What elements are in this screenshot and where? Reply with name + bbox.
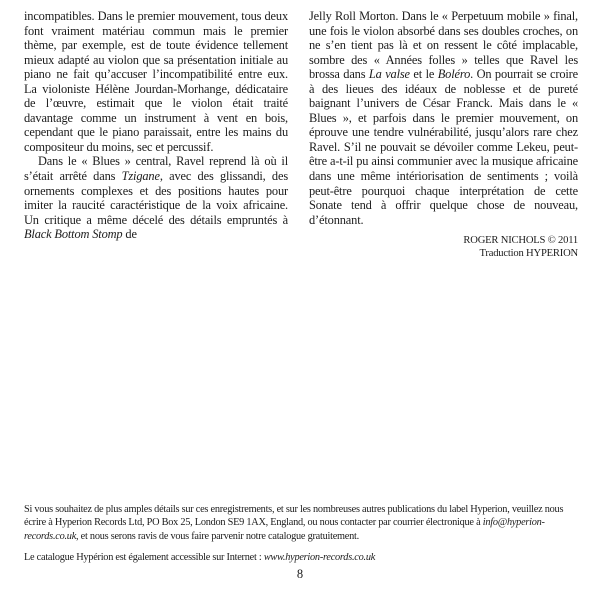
signature (309, 235, 578, 260)
text: Si vous souhaitez de plus amples détails sur ces enregistrements, et sur les nombreuses autres publications du label Hyperion, veuillez nous écrire à Hyperion Records Ltd, PO Box 25, London SE9 1AX, England, ou nous contacter par courrier électronique à (24, 504, 564, 529)
text: et le (409, 67, 438, 82)
catalogue-info (24, 551, 579, 564)
text: Jelly Roll Morton. Dans le « Perpetuum mobile » final, une fois le violon absorbé dans ses doubles croches, on ne s’en tient pas là et on ressent le côté implacable, sombre des « Années folles » telles que Ravel les brossa dans (309, 9, 578, 82)
translation-credit: Traduction HYPERION (479, 247, 578, 259)
text: de (122, 227, 137, 242)
paragraph (24, 154, 288, 241)
page-number: 8 (296, 567, 304, 581)
footer (24, 503, 579, 564)
work-title: Boléro (437, 67, 471, 82)
paragraph (309, 9, 578, 227)
author-credit: ROGER NICHOLS © 2011 (463, 235, 578, 247)
text: , avec des glissandi, des ornements complexes et des positions hautes pour imiter la raucité caractéristique de la voix africaine. Un critique a même décelé des détails empruntés à (24, 169, 289, 227)
paragraph: incompatibles. Dans le premier mouvement, tous deux font vraiment matériau commun mais le premier thème, par exemple, est de toute évidence tellement mieux adapté au violon que sa présentation initiale au piano ne fait qu’accuser l’incompatibilité entre eux. La violoniste Hélène Jourdan-Morhange, dédicataire de l’œuvre, estimait que le violon était traité davantage comme un instrument à vent en bois, cependant que le piano paraissait, entre les mains du compositeur du moins, sec et percussif. (24, 9, 288, 154)
work-title: Tzigane (121, 169, 160, 184)
work-title: La valse (368, 67, 410, 82)
email-link[interactable]: info@hyperion-records.co.uk (24, 517, 545, 542)
text: . On pourrait se croire à des lieues des idéaux de noblesse et de pureté baignant l’univers de César Franck. Mais dans le « Blues », et parfois dans le premier mouvement, on éprouve une tendre vulnérabilité, jusqu’alors rare chez Ravel. S’il ne pouvait se dévoiler comme Lekeu, peut-être a-t-il pu ainsi communier avec la musique africaine dans une même intériorisation de sentiments ; voilà peut-être pourquoi chaque interprétation de cette Sonate tend à offrir quelque chose de nouveau, d’étonnant. (309, 67, 578, 227)
text: , et nous serons ravis de vous faire parvenir notre catalogue gratuitement. (76, 530, 359, 542)
website-link[interactable]: www.hyperion-records.co.uk (263, 551, 376, 563)
right-column (309, 9, 578, 260)
work-title: Black Bottom Stomp (24, 227, 123, 242)
text: Dans le « Blues » central, Ravel reprend là où il s’était arrêté dans (24, 154, 288, 184)
contact-info (24, 503, 579, 543)
left-column (24, 9, 288, 242)
text: Le catalogue Hypérion est également accessible sur Internet : (24, 551, 264, 563)
